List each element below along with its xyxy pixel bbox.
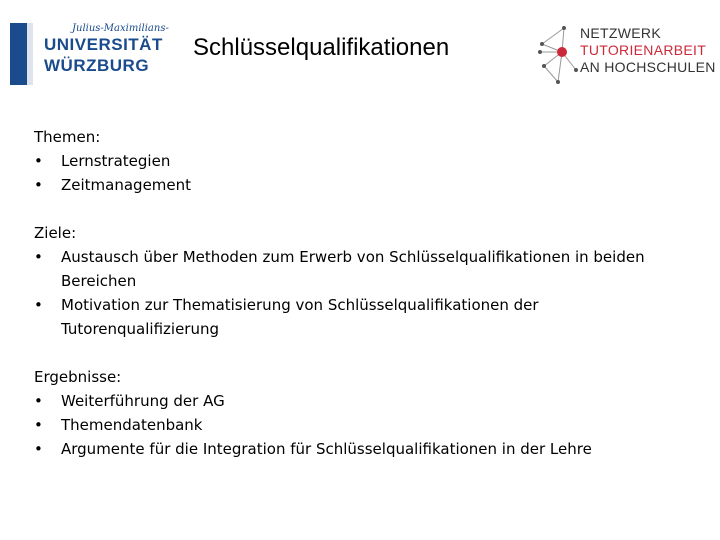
section-heading: Ergebnisse: [34,368,122,386]
list-item [34,437,694,461]
university-logo [10,23,169,87]
list-item [34,173,694,197]
section-ergebnisse [34,365,694,461]
list-item-text: Austausch über Methoden zum Erwerb von Schlüsselqualifikationen in beiden Bereichen [61,248,645,290]
section-heading: Ziele: [34,224,77,242]
network-logo-line2: TUTORIENARBEIT [580,42,707,58]
section-ziele [34,221,694,341]
list-item-text: Themendatenbank [61,416,203,434]
list-item [34,413,694,437]
university-logo-bar [10,23,27,85]
university-logo-line2: WÜRZBURG [44,56,150,75]
bullet-icon: • [34,152,43,170]
network-logo [536,22,716,88]
bullet-list [34,389,694,461]
list-item-text: Zeitmanagement [61,176,192,194]
slide-content [34,125,694,485]
list-item [34,389,694,413]
bullet-icon: • [34,176,43,194]
list-item-text: Argumente für die Integration für Schlüsselqualifikationen in der Lehre [61,440,592,458]
list-item [34,293,694,341]
bullet-icon: • [34,248,43,266]
bullet-icon: • [34,296,43,314]
university-logo-line1: UNIVERSITÄT [44,35,163,54]
list-item-text: Motivation zur Thematisierung von Schlüsselqualifikationen der Tutorenqualifizierung [61,296,539,338]
network-logo-line1: NETZWERK [580,25,661,41]
bullet-list [34,149,694,197]
list-item [34,245,694,293]
bullet-icon: • [34,392,43,410]
network-logo-line3: AN HOCHSCHULEN [580,59,716,75]
network-graph-icon [536,22,580,88]
bullet-icon: • [34,416,43,434]
list-item-text: Weiterführung der AG [61,392,225,410]
list-item-text: Lernstrategien [61,152,171,170]
section-heading: Themen: [34,128,101,146]
university-logo-small-text: Julius-Maximilians- [72,23,169,34]
bullet-icon: • [34,440,43,458]
page-title: Schlüsselqualifikationen [193,34,450,61]
list-item [34,149,694,173]
university-logo-bar-shadow [27,23,33,85]
bullet-list [34,245,694,341]
section-themen [34,125,694,197]
